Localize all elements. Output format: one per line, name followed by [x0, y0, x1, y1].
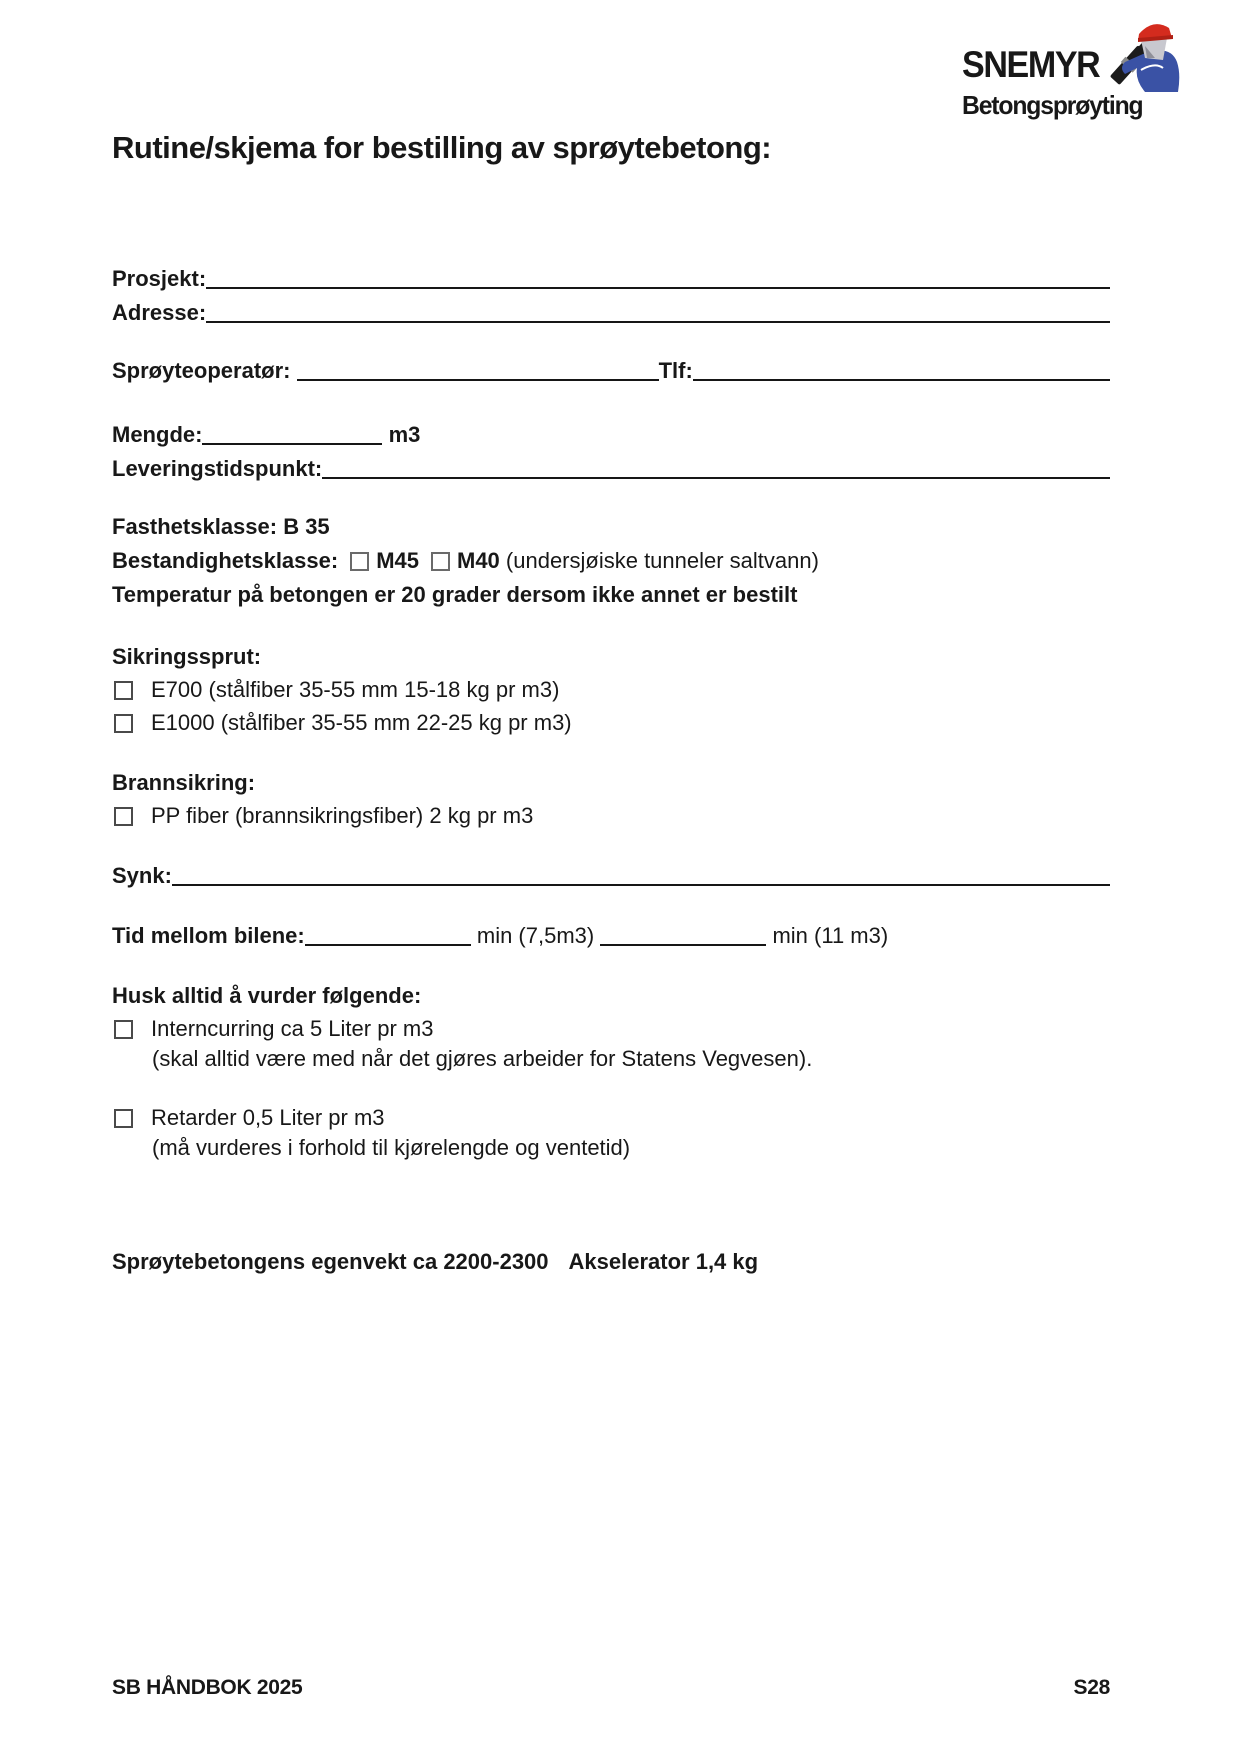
list-item: [112, 670, 1110, 703]
interncurring-note: (skal alltid være med når det gjøres arbeider for Statens Vegvesen).: [152, 1046, 813, 1071]
e700-checkbox[interactable]: [114, 681, 133, 700]
egenvekt-text: Sprøytebetongens egenvekt ca 2200-2300: [112, 1249, 549, 1274]
list-item: [112, 796, 1110, 829]
pp-fiber-label: PP fiber (brannsikringsfiber) 2 kg pr m3: [151, 803, 534, 828]
synk-label: Synk:: [112, 863, 172, 888]
sproyteoperator-input-line[interactable]: [297, 371, 659, 381]
m45-checkbox[interactable]: [350, 552, 369, 571]
interncurring-checkbox[interactable]: [114, 1020, 133, 1039]
temperatur-note: Temperatur på betongen er 20 grader dersom ikke annet er bestilt: [112, 582, 798, 607]
adresse-input-line[interactable]: [206, 313, 1110, 323]
list-item: [112, 1009, 1110, 1042]
m40-checkbox[interactable]: [431, 552, 450, 571]
leveringstidspunkt-label: Leveringstidspunkt:: [112, 456, 323, 481]
retarder-label: Retarder 0,5 Liter pr m3: [151, 1105, 385, 1130]
m40-label: M40: [457, 548, 500, 573]
retarder-note: (må vurderes i forhold til kjørelengde og ventetid): [152, 1135, 631, 1160]
logo-company-name: SNEMYR: [962, 44, 1100, 85]
akselerator-text: Akselerator 1,4 kg: [568, 1249, 759, 1274]
tlf-label: Tlf:: [658, 358, 693, 383]
logo-company-subtitle: Betongsprøyting: [962, 90, 1143, 120]
prosjekt-input-line[interactable]: [206, 279, 1110, 289]
interncurring-label: Interncurring ca 5 Liter pr m3: [151, 1016, 434, 1041]
tid-unit-2: min (11 m3): [766, 923, 889, 948]
tid-2-input-line[interactable]: [600, 936, 766, 946]
husk-heading: Husk alltid å vurder følgende:: [112, 983, 422, 1008]
footer-page-number: S28: [1073, 1676, 1110, 1699]
leveringstidspunkt-input-line[interactable]: [322, 469, 1110, 479]
list-item: [112, 703, 1110, 736]
e700-label: E700 (stålfiber 35-55 mm 15-18 kg pr m3): [151, 677, 560, 702]
retarder-checkbox[interactable]: [114, 1109, 133, 1128]
bestandighetsklasse-note: (undersjøiske tunneler saltvann): [499, 548, 819, 573]
pp-fiber-checkbox[interactable]: [114, 807, 133, 826]
mengde-label: Mengde:: [112, 422, 203, 447]
e1000-checkbox[interactable]: [114, 714, 133, 733]
tid-1-input-line[interactable]: [305, 936, 471, 946]
prosjekt-label: Prosjekt:: [112, 266, 207, 291]
list-item: [112, 1098, 1110, 1131]
tid-unit-1: min (7,5m3): [470, 923, 601, 948]
m45-label: M45: [376, 548, 419, 573]
page-title: Rutine/skjema for bestilling av sprøytebetong:: [112, 130, 772, 165]
mengde-input-line[interactable]: [202, 435, 382, 445]
brannsikring-heading: Brannsikring:: [112, 770, 256, 795]
tlf-input-line[interactable]: [693, 371, 1110, 381]
fasthetsklasse-text: Fasthetsklasse: B 35: [112, 514, 330, 539]
adresse-label: Adresse:: [112, 300, 207, 325]
e1000-label: E1000 (stålfiber 35-55 mm 22-25 kg pr m3): [151, 710, 572, 735]
footer-handbook-label: SB HÅNDBOK 2025: [112, 1676, 303, 1699]
company-logo: [962, 18, 1147, 118]
mengde-unit: m3: [382, 422, 421, 447]
bestandighetsklasse-label: Bestandighetsklasse:: [112, 548, 339, 573]
synk-input-line[interactable]: [172, 876, 1110, 886]
tid-mellom-bilene-label: Tid mellom bilene:: [112, 923, 305, 948]
sproyteoperator-label: Sprøyteoperatør:: [112, 358, 297, 383]
sikringssprut-heading: Sikringssprut:: [112, 644, 262, 669]
